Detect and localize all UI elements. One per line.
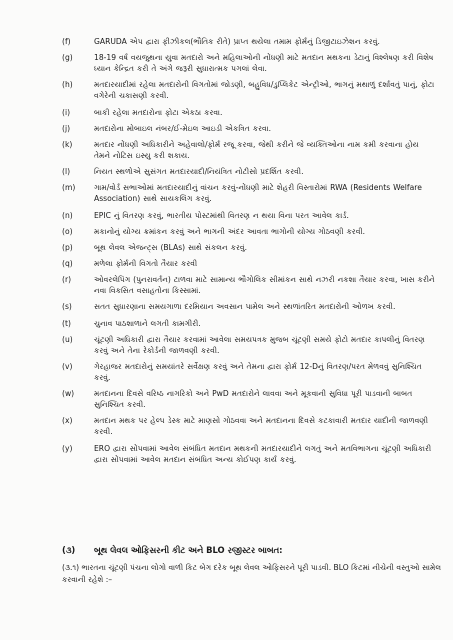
list-item <box>0 182 453 204</box>
item-text: ચૂંટણી અધિકારી દ્વારા તૈયાર કરવામાં આવેલા સમયપત્રક મુજબ ચૂંટણી સમયે ફોટો મતદાર કાપલીનું વિતરણ કરવું અને તેના રેકોર્ડની જાળવણી કરવી. <box>94 334 425 355</box>
item-label: (q) <box>62 259 73 269</box>
item-text: મતદારયાદીમાં રહેલા મતદારોની વિગતોમાં જોડણી, બહુવિધ/ડુપ્લિકેટ એન્ટ્રીઓ, ભાગનું મથાળું દર્શાવતું પાનું, ફોટા વગેરેની ચકાસણી કરવી. <box>94 80 435 101</box>
section-heading <box>62 544 442 556</box>
item-text: મતદાનના દિવસે વરિષ્ઠ નાગરિકો અને PwD મતદારોને લાવવા અને મૂકવાની સુવિધા પૂરી પાડવાની બાબત સુનિશ્ચિત કરવી. <box>94 389 413 410</box>
list-item <box>0 123 453 134</box>
item-label: (g) <box>62 53 73 63</box>
item-label: (j) <box>62 123 71 133</box>
item-label: (p) <box>62 242 73 252</box>
section-paragraph: (૩.૧) ભારતના ચૂંટણી પંચના લોગો વાળી કિટ બેગ દરેક બૂથ લેવલ ઓફિસરને પૂરી પાડવી. BLO કિટમાં નીચેની વસ્તુઓ સામેલ કરવાની રહેશે :– <box>62 563 442 584</box>
section-number: (૩) <box>62 545 76 555</box>
item-text: મતદાન મથક પર હેલ્પ ડેસ્ક માટે માણસો ગોઠવવા અને મતદાનના દિવસે કટકાવારી મતદાર યાદીની જાળવણી કરવી. <box>94 416 429 437</box>
list-item <box>0 242 453 253</box>
item-text: બૂથ લેવલ એજન્ટ્સ (BLAs) સાથે સંકલન કરવું. <box>94 242 248 252</box>
item-label: (n) <box>62 210 73 220</box>
item-text: ચુનાવ પાઠશાળાને લગતી કામગીરી. <box>94 318 201 328</box>
duties-list <box>0 36 453 470</box>
list-item <box>0 274 453 296</box>
item-text: મતદાર નોંધણી અધિકારીને અહેવાલો/ફોર્મ રજૂ કરવા, જેથી કરીને જે વ્યક્તિઓના નામ કમી કરવાના હોય તેમને નોટિસ ઇસ્યુ કરી શકાય. <box>94 139 419 160</box>
item-label: (y) <box>62 443 73 453</box>
item-text: મળેલા ફોર્મની વિગતો તૈયાર કરવી <box>94 259 198 269</box>
item-label: (s) <box>62 302 72 312</box>
list-item <box>0 36 453 47</box>
item-label: (h) <box>62 80 73 90</box>
list-item <box>0 361 453 383</box>
list-item <box>0 318 453 329</box>
item-label: (m) <box>62 183 76 193</box>
item-text: ERO દ્વારા સોંપવામાં આવેલ સંબંધિત મતદાન મથકની મતદારયાદીને લગતું અને મતવિભાગના ચૂંટણી અધિકારી દ્વારા સોંપવામાં આવેલ મતદાન સંબંધિત અન્ય કોઈપણ કાર્ય કરવું. <box>94 443 432 464</box>
item-label: (u) <box>62 334 73 344</box>
item-label: (k) <box>62 139 73 149</box>
item-text: ગેરહાજર મતદારોનું સમયાંતરે સર્વેક્ષણ કરવું અને તેમના દ્વારા ફોર્મ 12-Dનું વિતરણ/પરત મેળવવું સુનિશ્ચિત કરવું. <box>94 362 422 382</box>
item-label: (f) <box>62 37 71 46</box>
item-label: (i) <box>62 107 71 117</box>
item-text: નિયત સ્થળોએ સુસંગત મતદારયાદી/નિયંત્રિત નોટીસો પ્રદર્શિત કરવી. <box>94 167 304 177</box>
list-item <box>0 258 453 269</box>
list-item <box>0 166 453 177</box>
item-label: (r) <box>62 275 72 285</box>
list-item <box>0 388 453 410</box>
item-text: સતત સુધારણાના સમયગાળા દરમિયાન અવસાન પામેલ અને સ્થળાંતરિત મતદારોની ઓળખ કરવી. <box>94 302 396 312</box>
item-label: (l) <box>62 167 71 177</box>
item-text: મકાનોનું યોગ્ય ક્રમાંકન કરવું અને ભાગની અંદર આવતા ભાગોની યોગ્ય ગોઠવણી કરવી. <box>94 226 366 236</box>
list-item <box>0 301 453 312</box>
item-text: 18-19 વર્ષ વયજુથના યુવા મતદારો અને મહિલાઓની નોંધણી માટે મતદાન મથકના ડેટાનું વિશ્લેષણ કરી વિશેષ ધ્યાન કેન્દ્રિત કરી તે અંગે જરૂરી સુધારાત્મક પગલાં લેવા. <box>94 53 434 74</box>
item-text: EPIC નું વિતરણ કરવું, ભારતીય પોસ્ટમાંથી વિતરણ ન થયા વિના પરત આવેલ કાર્ડ. <box>94 210 349 220</box>
section-3 <box>62 544 442 585</box>
section-title: બૂથ લેવલ ઓફિસરની કીટ અને BLO રજીસ્ટર બાબત: <box>94 545 283 555</box>
item-label: (t) <box>62 318 71 328</box>
list-item <box>0 443 453 465</box>
list-item <box>0 226 453 237</box>
item-label: (v) <box>62 362 73 371</box>
item-text: ગામ/વોર્ડ સભાઓમાં મતદારયાદીનું વાંચન કરવું-નોંધણી માટે શેહરી વિસ્તારોમાં RWA (Residents Welfare Association) સાથે સાયકલિંગ કરવું. <box>94 183 422 204</box>
list-item <box>0 139 453 161</box>
item-label: (o) <box>62 226 73 236</box>
list-item <box>0 415 453 437</box>
list-item <box>0 107 453 118</box>
item-text: મતદારોના મોબાઇલ નંબર/ઈ-મેઇલ આઇડી એકત્રિત કરવા. <box>94 123 272 133</box>
item-label: (w) <box>62 389 75 399</box>
list-item <box>0 79 453 101</box>
list-item <box>0 210 453 221</box>
item-text: ઓવરલેપિંગ (પુનરાવર્તન) ટાળવા માટે સામાન્ય ભૌગોલિક સીમાંકન સાથે નઝરી નકશા તૈયાર કરવા, ખાસ કરીને નવા વિકસિત વસાહતોના કિસ્સામાં. <box>94 275 435 296</box>
item-label: (x) <box>62 416 73 426</box>
item-text: GARUDA એપ દ્વારા ફીઝીકલ(ભૌતિક રીતે) પ્રાપ્ત થયેલા તમામ ફોર્મનું ડિજીટાઇઝેશન કરવું. <box>94 37 380 46</box>
list-item <box>0 334 453 356</box>
list-item <box>0 52 453 74</box>
item-text: બાકી રહેલા મતદારોના ફોટા એકઠા કરવા. <box>94 107 223 117</box>
